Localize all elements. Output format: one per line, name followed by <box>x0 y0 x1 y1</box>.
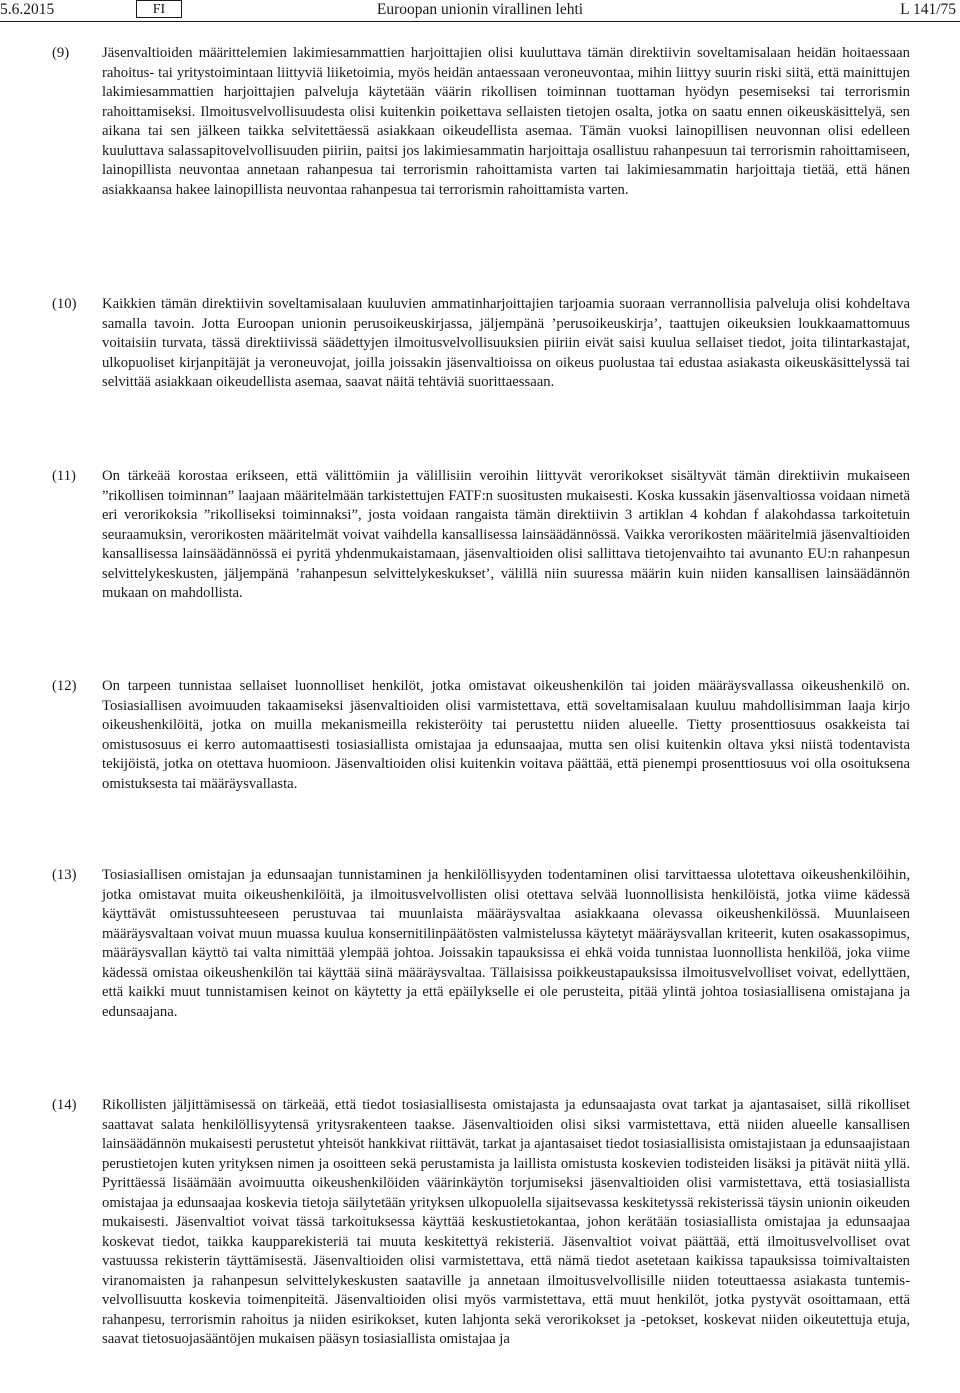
recital-13 <box>52 866 910 1022</box>
recital-text: Jäsenvaltioiden määrittelemien lakimiesammattien harjoittajien olisi kuuluttava tämän direktiivin soveltamisalaan heidän hoitaessaan rahoitus- tai yritystoimintaan liittyviä liiketoimia, myös heidän antaessaan veroneuvontaa, mihin liittyy suurin riski siitä, että mainittujen lakimiesammattien harjoittajien palveluja käytetään väärin rikollisen toiminnan tuottaman hyödyn pesemiseksi tai terrorismin rahoittamiseksi. Ilmoitusvelvollisuudesta olisi kuitenkin poikettava sellaisten tietojen osalta, jotka on saatu ennen oikeuskäsittelyä, sen aikana tai sen jälkeen taikka selvitettäessä asiakkaan oikeudellista asemaa. Tämän vuoksi lainopillisen neuvonnan olisi edelleen kuuluttava salassapitovelvollisuuden piiriin, paitsi jos lakimiesammatin harjoittaja osallistuu rahanpesuun tai terrorismin rahoittamiseen, lainopillista neuvontaa annetaan rahanpesua tai terrorismin rahoittamista varten tai lakimiesammatin harjoittaja tietää, että hänen asiakkaansa hakee lainopillista neuvontaa rahanpesua tai terrorismin rahoittamista varten. <box>102 45 910 198</box>
recital-text: Tosiasiallisen omistajan ja edunsaajan tunnistaminen ja henkilöllisyyden todentaminen olisi tarvittaessa ulotettava oikeushenkilöihin, jotka omistavat muita oikeushenkilöitä, ja ilmoitusvelvollisten olisi otettava selvää luonnollisista henkilöistä, jotka viime kädessä käyttävät omistussuhteeseen perustuvaa tai muunlaista määräysvaltaa asiakkaana olevassa oikeushenkilössä. Muunlaiseen määräysvaltaan voivat muun muassa kuulua konsernitilinpäätösten valmistelussa käytetyt määräysvallan kriteerit, kuten osakassopimus, määräysvallan käyttö tai valta nimittää ylempää johtoa. Joissakin tapauksissa ei ehkä voida tunnistaa luonnollista henkilöä, joka viime kädessä omistaa oikeushenkilön tai käyttää siinä määräysvaltaa. Tällaisissa poikkeustapauksissa ilmoitusvelvolliset voivat, edellyttäen, että kaikki muut tunnistamisen keinot on käytetty ja että epäilykselle ei ole perusteita, pitää ylintä johtoa tosiasiallisena omistajana ja edunsaajana. <box>102 867 910 1020</box>
recital-11 <box>52 467 910 604</box>
recital-number: (9) <box>52 45 70 61</box>
language-badge: FI <box>136 0 182 18</box>
recital-number: (14) <box>52 1097 77 1113</box>
recital-number: (11) <box>52 468 76 484</box>
recital-text: On tärkeää korostaa erikseen, että välittömiin ja välillisiin veroihin liittyvät verorikokset sisältyvät tämän direktiivin mukaiseen ”rikollisen toiminnan” laajaan määritelmään tarkistettujen FATF:n suositusten mukaisesti. Koska kussakin jäsenvaltiossa voidaan nimetä eri verorikoksia ”rikolliseksi toiminnaksi”, josta voidaan rangaista tämän direktiivin 3 artiklan 4 kohdan f alakohdassa tarkoitetuin seuraamuksin, verorikosten määritelmät voivat vaihdella kansallisessa lainsäädännössä. Vaikka verorikosten määritelmiä jäsenvaltioiden kansallisessa lainsäädännössä ei pyritä yhdenmukaistamaan, jäsenvaltioiden olisi sallittava tietojenvaihto tai avunanto EU:n rahanpesun selvittelykeskusten, jäljempänä ’rahanpesun selvittelykeskukset’, välillä niin suuressa määrin kuin niiden kansallisen lainsäädännön mukaan on mahdollista. <box>102 468 910 601</box>
recital-text: Rikollisten jäljittämisessä on tärkeää, että tiedot tosiasiallisesta omistajasta ja edunsaajasta ovat tarkat ja ajantasaiset, sillä rikolliset saattavat salata henkilöllisyytensä yritysrakenteen taakse. Jäsenvaltioiden olisi siksi varmistettava, että niiden alueelle kansallisen lainsäädännön mukaisesti perustetut yhteisöt hankkivat riittävät, tarkat ja ajantasaiset tiedot tosiasiallisista omistajistaan ja edunsaajistaan perustietojen kuten yrityksen nimen ja osoitteen sekä perustamista ja laillista omistusta koskevien todisteiden lisäksi ja pitävät niitä yllä. Pyrittäessä lisäämään avoimuutta oikeushenkilöiden väärinkäytön torjumiseksi jäsenvaltioiden olisi varmistettava, että tosiasiallista omistajaa ja edunsaajaa koskevia tietoja säilytetään yrityksen ulkopuolella sijaitsevassa keskitetyssä rekisterissä täysin unionin oikeuden mukaisesti. Jäsenvaltiot voivat tässä tarkoituksessa käyttää keskustietokantaa, johon kerätään tosiasiallista omistajaa ja edunsaajaa koskevat tiedot, taikka kaupparekisteriä tai muuta keskitettyä rekisteriä. Jäsenvaltiot voivat päättää, että ilmoitusvelvolliset ovat vastuussa rekisterin täyttämisestä. Jäsenvaltioiden olisi varmistettava, että nämä tiedot asetetaan kaikissa tapauksissa toimivaltaisten viranomaisten ja rahanpesun selvittelykeskusten saataville ja annetaan ilmoitusvelvollisille niiden toteuttaessa asiakasta tuntemisvelvollisuutta koskevia toimenpiteitä. Jäsenvaltioiden olisi myös varmistettava, että muut henkilöt, jotka pystyvät osoittamaan, että rahanpesu, terrorismin rahoitus ja niiden esirikokset, kuten lahjonta sekä verorikokset ja -petokset, koskevat niiden oikeutettuja etuja, saavat tietosuojasääntöjen mukaisen pääsyn tosiasiallista omistajaa ja <box>102 1097 910 1347</box>
recital-12 <box>52 677 910 794</box>
page-header <box>0 0 960 22</box>
recital-text: Kaikkien tämän direktiivin soveltamisalaan kuuluvien ammatinharjoittajien tarjoamia suoraan verrannollisia palveluja olisi kohdeltava samalla tavoin. Jotta Euroopan unionin perusoikeuskirjassa, jäljempänä ’perusoikeuskirja’, taattujen oikeuksien loukkaamattomuus voitaisiin turvata, tässä direktiivissä säädettyjen ilmoitusvelvollisuuksien piiriin eivät saisi kuulua sellaiset tiedot, joita tilintarkastajat, ulkopuoliset kirjanpitäjät ja veroneuvojat, joilla joissakin jäsenvaltioissa on oikeus puolustaa tai edustaa asiakasta oikeuskäsittelyssä tai selvittää asiakkaan oikeudellista asemaa, saavat näitä tehtäviä suorittaessaan. <box>102 296 910 390</box>
recital-9 <box>52 44 910 200</box>
journal-title: Euroopan unionin virallinen lehti <box>376 1 584 18</box>
page-reference: L 141/75 <box>900 1 956 18</box>
recital-number: (12) <box>52 678 77 694</box>
publication-date: 5.6.2015 <box>0 1 55 18</box>
recital-14 <box>52 1096 910 1350</box>
header-rule <box>0 21 960 22</box>
recital-number: (13) <box>52 867 77 883</box>
recital-number: (10) <box>52 296 77 312</box>
recital-10 <box>52 295 910 393</box>
recital-text: On tarpeen tunnistaa sellaiset luonnolliset henkilöt, jotka omistavat oikeushenkilön tai joiden määräysvallassa oikeushenkilö on. Tosiasiallisen avoimuuden takaamiseksi jäsenvaltioiden olisi varmistettava, että soveltamisalaan kuuluu mahdollisimman laaja kirjo oikeushenkilöitä, jotka on muilla mekanismeilla rekisteröity tai perustettu niiden alueelle. Tietty prosenttiosuus osakkeista tai omistusosuus ei kerro automaattisesti tosiasiallista omistajaa ja edunsaajaa, mutta sen olisi kuitenkin oltava yksi niistä todentavista tekijöistä, jotka on otettava huomioon. Jäsenvaltioiden olisi kuitenkin voitava päättää, että pienempi prosenttiosuus voi olla osoituksena omistuksesta tai määräysvallasta. <box>102 678 910 792</box>
